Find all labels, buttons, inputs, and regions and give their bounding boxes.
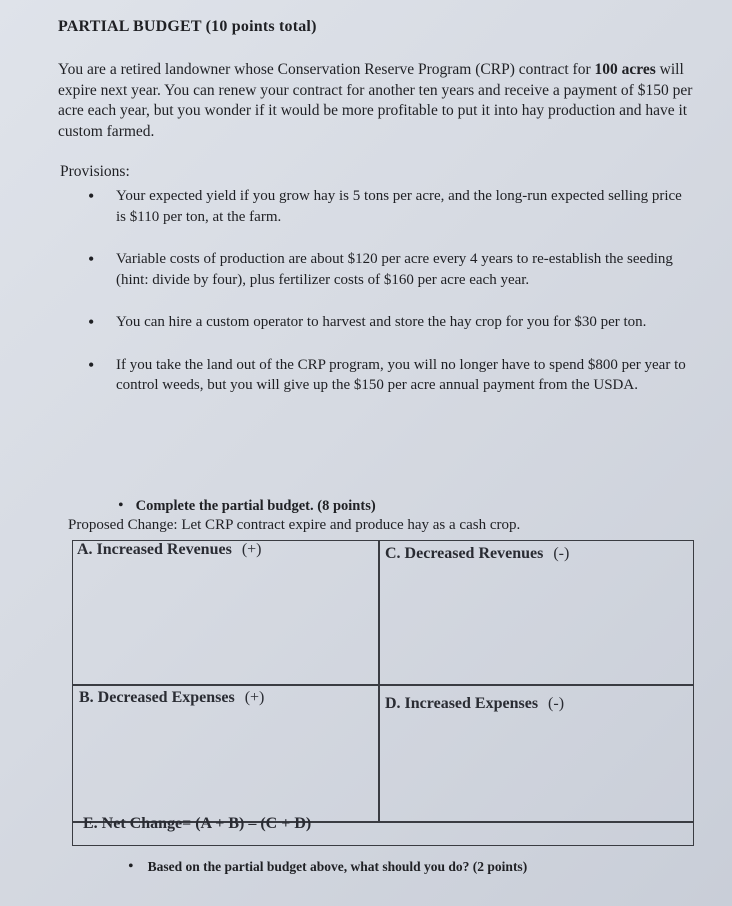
cell-sign: (+) [241, 541, 262, 558]
partial-budget-table [72, 540, 694, 846]
final-question [128, 858, 527, 876]
provision-item: • Your expected yield if you grow hay is 5 tons per acre, and the long-run expected selling price is $110 per ton, at the farm. [86, 186, 686, 227]
cell-increased-expenses[interactable] [385, 695, 564, 713]
task-text: Complete the partial budget. (8 points) [135, 498, 376, 514]
table-divider [378, 541, 380, 821]
proposed-change: Proposed Change: Let CRP contract expire and produce hay as a cash crop. [68, 517, 521, 533]
cell-label-text: B. Decreased Expenses [79, 689, 235, 706]
intro-paragraph [58, 60, 698, 142]
cell-sign: (-) [553, 545, 570, 562]
provisions-label: Provisions: [60, 163, 130, 180]
cell-net-change[interactable]: E. Net Change= (A + B) – (C + D) [83, 815, 312, 832]
bullet-icon: • [118, 497, 124, 514]
intro-acres: 100 acres [594, 61, 656, 78]
cell-increased-revenues[interactable] [77, 541, 262, 559]
provisions-list [86, 186, 686, 396]
provision-item: • If you take the land out of the CRP program, you will no longer have to spend $800 per year to control weeds, but you will give up the $150 per acre annual payment from the USDA. [86, 355, 686, 396]
cell-decreased-revenues[interactable] [385, 545, 569, 563]
cell-label-text: C. Decreased Revenues [385, 545, 544, 562]
provision-item: • Variable costs of production are about $120 per acre every 4 years to re-establish the seeding (hint: divide by four), plus fertilizer costs of $160 per acre each year. [86, 249, 686, 290]
task-instruction [118, 497, 376, 515]
cell-decreased-expenses[interactable] [79, 689, 264, 707]
bullet-icon: • [128, 858, 134, 875]
final-question-text: Based on the partial budget above, what should you do? (2 points) [147, 859, 528, 874]
cell-label-text: D. Increased Expenses [385, 695, 539, 712]
intro-text-start: You are a retired landowner whose Conservation Reserve Program (CRP) contract for [58, 61, 595, 78]
cell-sign: (-) [548, 695, 565, 712]
cell-sign: (+) [244, 689, 265, 706]
page-title: PARTIAL BUDGET (10 points total) [58, 18, 317, 35]
cell-label-text: A. Increased Revenues [77, 541, 232, 558]
table-divider [73, 684, 693, 686]
intro-text-end: will expire next year. You can renew your contract for another ten years and receive a payment of $150 per acre each year, but you wonder if it would be more profitable to put it into hay production and have it custom farmed. [58, 61, 693, 140]
provision-item: • You can hire a custom operator to harvest and store the hay crop for you for $30 per ton. [86, 312, 686, 333]
